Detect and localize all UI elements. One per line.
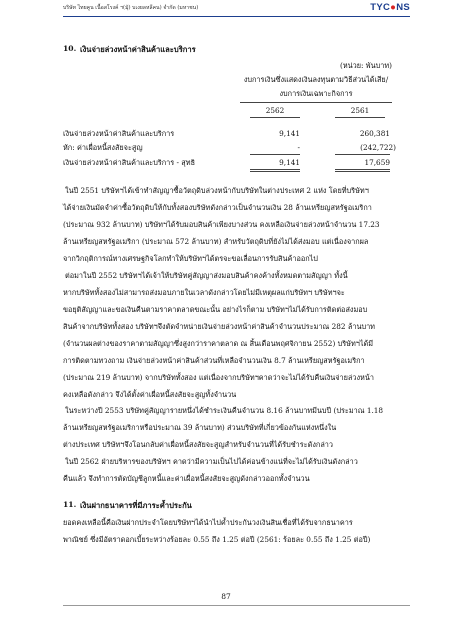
table-heading-line2: งบการเงินเฉพาะกิจการ — [279, 89, 353, 98]
paragraph-line: ยอดคงเหลือนี้คือเงินฝากประจำโดยบริษัทฯได้นำไปค้ำประกันวงเงินสินเชื่อที่ได้รับจากธนาคาร — [63, 518, 353, 527]
total-rule-2561 — [335, 169, 390, 170]
paragraph-line: (ประมาณ 932 ล้านบาท) บริษัทฯได้รับมอบสินค้าเพียงบางส่วน คงเหลือเงินจ่ายล่วงหน้าจำนวน 17.23 — [63, 220, 380, 229]
total-rule-2561-double — [335, 171, 390, 172]
table-heading-line1: งบการเงินซึ่งแสดงเงินลงทุนตามวิธีส่วนได้เสีย/ — [243, 75, 389, 84]
paragraph-line: ล้านเหรียญสหรัฐอเมริกาหรือประมาณ 39 ล้านบาท) ส่วนบริษัทที่เกี่ยวข้องกันแห่งหนึ่งใน — [63, 423, 337, 432]
heading-rule — [240, 102, 392, 103]
page-header — [0, 0, 452, 20]
paragraph-line: ในปี 2562 ฝ่ายบริหารของบริษัทฯ คาดว่ามีความเป็นไปได้ค่อนข้างแน่ที่จะไม่ได้รับเงินดังกล่าว — [65, 457, 358, 466]
company-name: บริษัท ไทยคูน เนื้อสโรงค์ ฯ(มุ้) บเงยลหลีคน) จำกัด (มหาชน) — [63, 5, 199, 11]
paragraph-line: ต่างประเทศ บริษัทฯจึงโอนกลับค่าเผื่อหนี้สงสัยจะสูญสำหรับจำนวนที่ได้รับชำระดังกล่าว — [63, 440, 333, 449]
table-row-label: เงินจ่ายล่วงหน้าค่าสินค้าและบริการ — [63, 129, 175, 138]
table-unit: (หน่วย: พันบาท) — [340, 61, 392, 70]
paragraph-line: จากวิกฤติการณ์ทางเศรษฐกิจโลกทำให้บริษัทฯได้ตรจะขอเลื่อนการรับสินค้าออกไป — [63, 254, 318, 263]
footer-rule — [63, 605, 410, 606]
paragraph-line: คงเหลือดังกล่าว จึงได้ตั้งค่าเผื่อหนี้สงสัยจะสูญทั้งจำนวน — [63, 390, 237, 399]
table-row-label: หัก: ค่าเผื่อหนี้สงสัยจะสูญ — [63, 143, 143, 152]
logo-text-left: TYC — [370, 2, 391, 13]
paragraph-line: ขอยุติสัญญาและขอเงินคืนตามราคาตลาดขณะนั้น อย่างไรก็ตาม บริษัทฯไม่ได้รับการติดต่อส่งมอบ — [63, 305, 368, 314]
page-number: 87 — [221, 592, 231, 601]
paragraph-line: การติดตามทวงถาม เงินจ่ายล่วงหน้าค่าสินค้าส่วนที่เหลือจำนวนเงิน 8.7 ล้านเหรียญสหรัฐอเมริกา — [63, 356, 365, 365]
table-cell-2561: 17,659 — [364, 158, 390, 167]
paragraph-line: พาณิชย์ ซึ่งมีอัตราดอกเบี้ยระหว่างร้อยละ 0.55 ถึง 1.25 ต่อปี (2561: ร้อยละ 0.55 ถึง 1.25 ต่อปี) — [63, 535, 371, 544]
year-rule-2561 — [335, 117, 385, 118]
year-2562: 2562 — [265, 106, 285, 115]
header-rule — [63, 16, 410, 17]
logo-text-right: NS — [396, 2, 410, 13]
paragraph-line: ล้านเหรียญสหรัฐอเมริกา (ประมาณ 572 ล้านบาท) สำหรับวัตถุดิบที่ยังไม่ได้ส่งมอบ แต่เนื่องจากผล — [63, 237, 369, 246]
year-rule-2562 — [250, 117, 300, 118]
paragraph-line: ในระหว่างปี 2553 บริษัทคู่สัญญารายหนึ่งได้ชำระเงินคืนจำนวน 8.16 ล้านบาทมีนบปี (ประมาณ 1.18 — [65, 406, 384, 415]
company-logo — [370, 2, 410, 13]
table-cell-2561: 260,381 — [359, 129, 390, 138]
table-cell-2561: (242,722) — [360, 143, 396, 152]
table-row-label: เงินจ่ายล่วงหน้าค่าสินค้าและบริการ - สุทธิ — [63, 158, 196, 167]
table-cell-2562: 9,141 — [279, 129, 300, 138]
paragraph-line: สินค้าจากบริษัททั้งสอง บริษัทฯจึงตัดจำหน่ายเงินจ่ายล่วงหน้าค่าสินค้าจำนวนประมาณ 282 ล้านบาท — [63, 322, 375, 331]
subtotal-rule-2561 — [335, 154, 390, 155]
section-number: 11. — [63, 500, 77, 509]
total-rule-2562-double — [250, 171, 300, 172]
paragraph-line: คืนแล้ว จึงทำการตัดบัญชีลูกหนี้และค่าเผื่อหนี้สงสัยจะสูญดังกล่าวออกทั้งจำนวน — [63, 474, 310, 483]
paragraph-line: ต่อมาในปี 2552 บริษัทฯได้เจ้าให้บริษัทคู่สัญญาส่งมอบสินค้าคงค้างทั้งหมดตามสัญญา ทั้งนี้ — [65, 271, 348, 280]
paragraph-line: หากบริษัททั้งสองไม่สามารถส่งมอบภายในเวลาดังกล่าวโดยไม่มีเหตุผลแก่บริษัทฯ บริษัทฯจะ — [63, 288, 345, 297]
logo-accent: ● — [390, 2, 397, 13]
subtotal-rule-2562 — [250, 154, 300, 155]
table-cell-2562: - — [297, 143, 300, 152]
year-2561: 2561 — [350, 106, 370, 115]
section-title: เงินจ่ายล่วงหน้าค่าสินค้าและบริการ — [80, 45, 196, 54]
paragraph-line: ได้จ่ายเงินมัดจำค่าซื้อวัตถุดิบให้กับทั้งสองบริษัทดังกล่าวเป็นจำนวนเงิน 28 ล้านเหรียญสหรัฐอเมริกา — [63, 203, 372, 212]
paragraph-line: ในปี 2551 บริษัทฯได้เข้าทำสัญญาซื้อวัตถุดิบล่วงหน้ากับบริษัทในต่างประเทศ 2 แห่ง โดยที่บริษัทฯ — [65, 186, 369, 195]
total-rule-2562 — [250, 169, 300, 170]
paragraph-line: (ประมาณ 219 ล้านบาท) จากบริษัททั้งสอง แต่เนื่องจากบริษัทฯคาดว่าจะไม่ได้รับคืนเงินจ่ายล่วงหน้า — [63, 373, 374, 382]
section-title: เงินฝากธนาคารที่มีภาระค้ำประกัน — [80, 501, 192, 510]
table-cell-2562: 9,141 — [279, 158, 300, 167]
paragraph-line: (จำนวนผลต่างของราคาตามสัญญาซึ่งสูงกว่าราคาตลาด ณ สิ้นเดือนพฤศจิกายน 2552) บริษัทฯได้มี — [63, 339, 374, 348]
section-number: 10. — [63, 44, 77, 53]
